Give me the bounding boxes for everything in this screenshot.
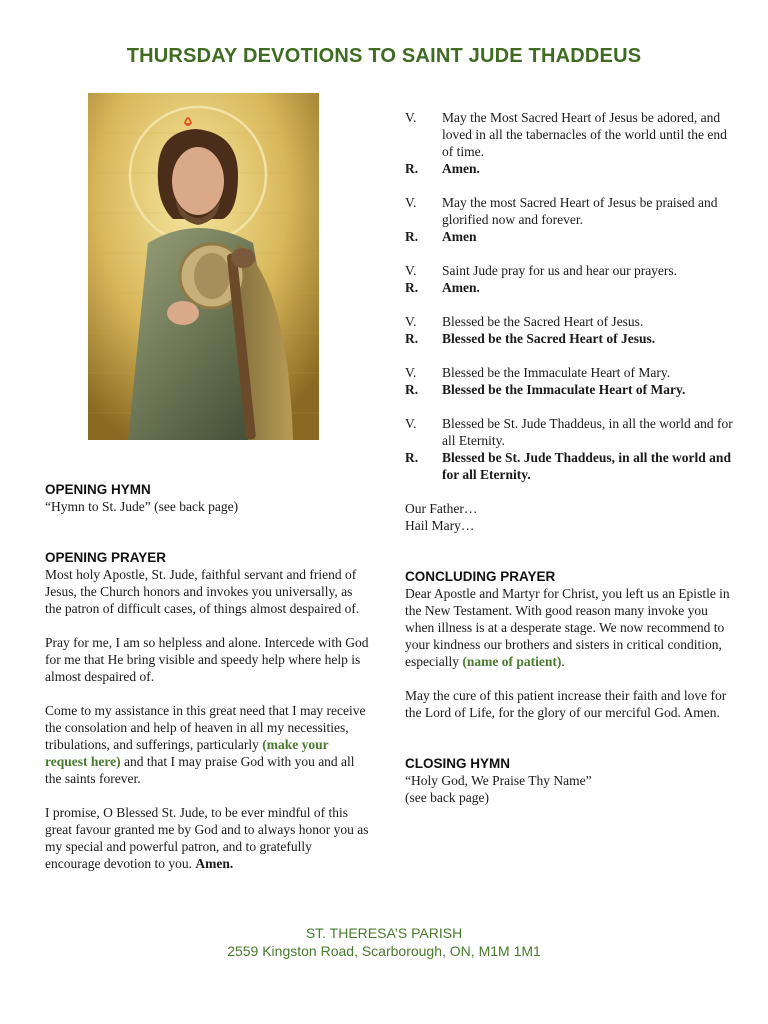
versicle-text: Blessed be the Immaculate Heart of Mary. — [442, 365, 671, 380]
response-text: Amen. — [442, 161, 480, 176]
response-text: Amen. — [442, 280, 480, 295]
right-column — [405, 109, 735, 806]
litany-block-2 — [405, 194, 735, 245]
concluding-period: . — [561, 654, 565, 669]
page-title: THURSDAY DEVOTIONS TO SAINT JUDE THADDEUS — [126, 45, 642, 67]
closing-hymn-heading: CLOSING HYMN — [405, 756, 511, 771]
response-marker: R. — [405, 450, 419, 465]
versicle-text: May the Most Sacred Heart of Jesus be adored, and loved in all the tabernacles of the world until the end of time. — [442, 110, 727, 159]
paragraph-4-amen: Amen. — [195, 856, 234, 871]
litany-block-1 — [405, 109, 735, 177]
versicle-marker: V. — [405, 263, 417, 278]
closing-hymn-title: “Holy God, We Praise Thy Name” — [405, 773, 592, 788]
concluding-text-a: Dear Apostle and Martyr for Christ, you left us an Epistle in the New Testament. With good reason many invoke you when illness is at a desperate stage. We now recommend to your kindness our brothers and sisters in critical condition, especially — [405, 586, 730, 669]
versicle-marker: V. — [405, 416, 417, 431]
litany-block-3 — [405, 262, 735, 296]
concluding-prayer-paragraph-2: May the cure of this patient increase their faith and love for the Lord of Life, for the glory of our merciful God. Amen. — [405, 688, 727, 720]
closing-hymn-note: (see back page) — [405, 790, 489, 805]
opening-prayer-heading: OPENING PRAYER — [45, 550, 167, 565]
opening-hymn-text: “Hymn to St. Jude” (see back page) — [45, 499, 239, 514]
our-father-line: Our Father… — [405, 501, 478, 516]
versicle-marker: V. — [405, 110, 417, 125]
response-marker: R. — [405, 280, 419, 295]
paragraph-4-text: I promise, O Blessed St. Jude, to be ever mindful of this great favour granted me by God and to always honor you as my special and powerful patron, and to gratefully encourage devotion to you. — [45, 805, 369, 871]
opening-prayer-paragraph-2: Pray for me, I am so helpless and alone. Intercede with God for me that He bring visible and speedy help where help is almost despaired of. — [45, 635, 369, 684]
response-text: Blessed be the Sacred Heart of Jesus. — [442, 331, 656, 346]
response-text: Amen — [442, 229, 477, 244]
left-column — [45, 481, 370, 872]
litany-block-5 — [405, 364, 735, 398]
litany-block-4 — [405, 313, 735, 347]
hail-mary-line: Hail Mary… — [405, 518, 475, 533]
paragraph-3-text-b: and that I may praise God with you and all the saints forever. — [45, 754, 355, 786]
response-text: Blessed be the Immaculate Heart of Mary. — [442, 382, 686, 397]
litany-block-6 — [405, 415, 735, 483]
response-marker: R. — [405, 161, 419, 176]
concluding-prayer-paragraph-1 — [405, 585, 735, 670]
response-marker: R. — [405, 331, 419, 346]
versicle-text: Blessed be the Sacred Heart of Jesus. — [442, 314, 644, 329]
footer-address: 2559 Kingston Road, Scarborough, ON, M1M 1M1 — [227, 943, 541, 959]
footer-parish-name: ST. THERESA’S PARISH — [305, 925, 463, 941]
response-text: Blessed be St. Jude Thaddeus, in all the world and for all Eternity. — [442, 450, 731, 482]
saint-jude-statue-image — [88, 93, 319, 440]
response-marker: R. — [405, 382, 419, 397]
opening-prayer-paragraph-3 — [45, 702, 370, 787]
versicle-marker: V. — [405, 195, 417, 210]
versicle-marker: V. — [405, 365, 417, 380]
concluding-prayer-heading: CONCLUDING PRAYER — [405, 569, 556, 584]
paragraph-3-text-a: Come to my assistance in this great need that I may receive the consolation and help of heaven in all my necessities, tribulations, and sufferings, particularly — [45, 703, 366, 752]
response-marker: R. — [405, 229, 419, 244]
patient-name-placeholder: (name of patient) — [462, 654, 562, 669]
versicle-marker: V. — [405, 314, 417, 329]
versicle-text: Blessed be St. Jude Thaddeus, in all the world and for all Eternity. — [442, 416, 733, 448]
versicle-text: May the most Sacred Heart of Jesus be praised and glorified now and forever. — [442, 195, 718, 227]
opening-prayer-paragraph-4 — [45, 804, 370, 872]
opening-hymn-heading: OPENING HYMN — [45, 482, 151, 497]
opening-prayer-paragraph-1: Most holy Apostle, St. Jude, faithful servant and friend of Jesus, the Church honors and invokes you universally, as the patron of difficult cases, of things almost despaired of. — [45, 567, 360, 616]
request-placeholder: (make your request here) — [45, 737, 329, 769]
versicle-text: Saint Jude pray for us and hear our prayers. — [442, 263, 678, 278]
